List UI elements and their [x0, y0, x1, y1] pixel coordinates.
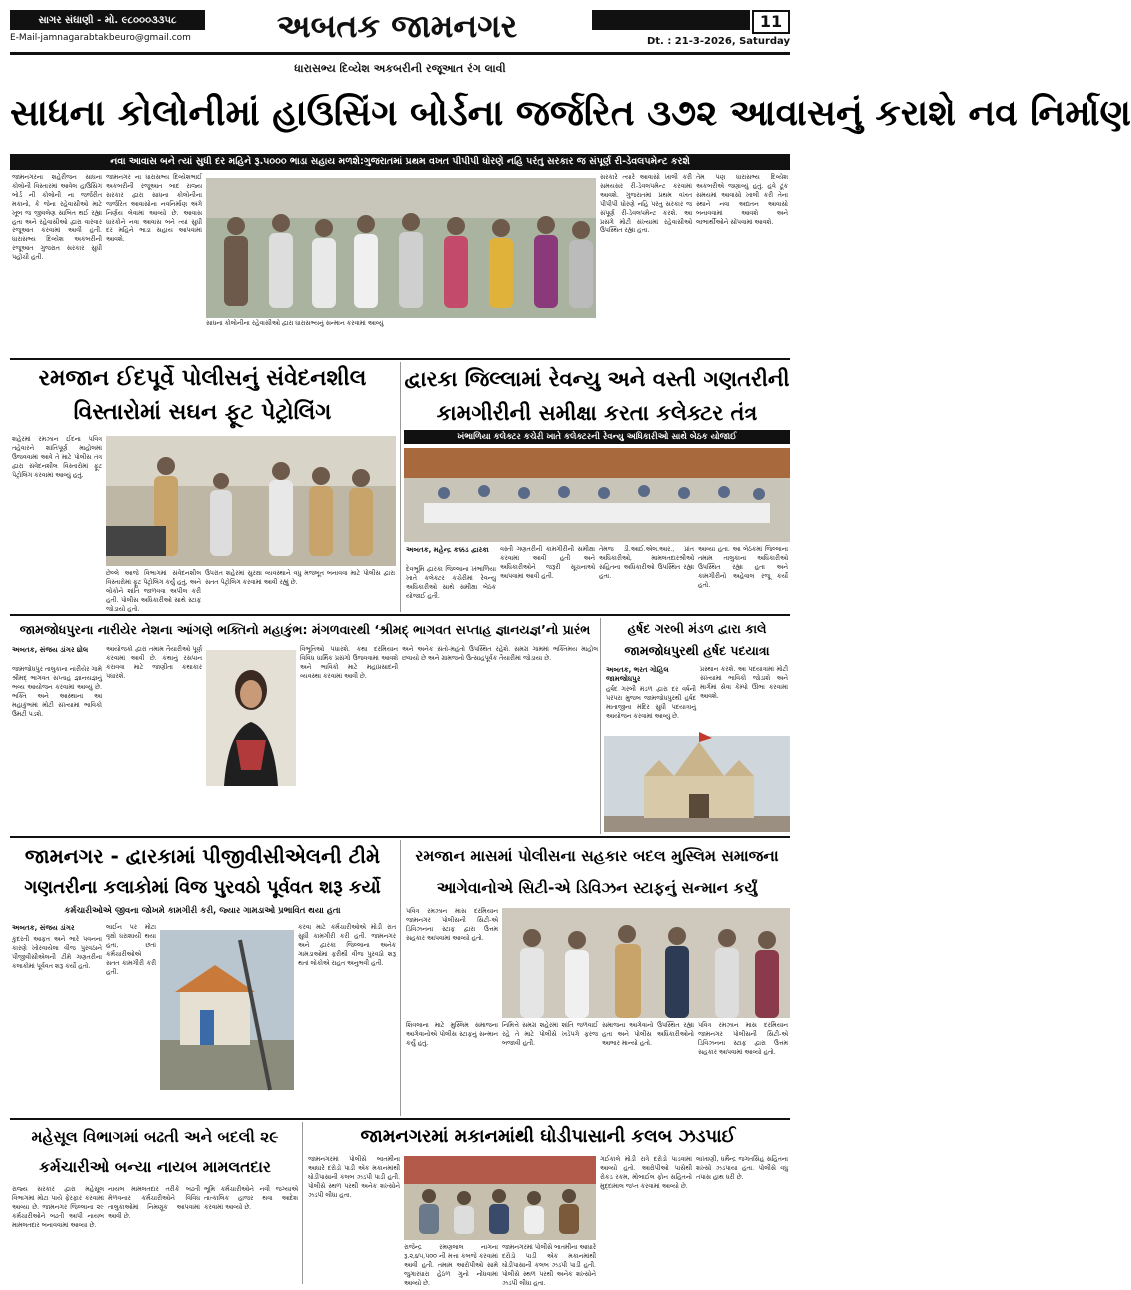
story7-column-2: શિવલાના માટે મુસ્લિમ સમાજના આગેવાનોએ પોલીસ સ્ટાફનું સન્માન કર્યું હતું. [406, 1022, 498, 1047]
story3-headline-line1: દ્વારકા જિલ્લામાં રેવન્યુ અને વસ્તી ગણતરીની [404, 367, 790, 391]
column-divider [600, 618, 601, 834]
story9-headline: જામનગરમાં મકાનમાંથી ઘોડીપાસાની કલબ ઝડપાઈ [360, 1126, 736, 1147]
masthead-rule [10, 52, 790, 55]
story7-column-1: પવિત્ર રમઝાન માસ દરમિયાન જામનગર પોલીસની સિટી-એ ડિવિઝનના સ્ટાફ દ્વારા ઉત્તમ સહકાર આપવામાં આવ્યો હતો. [406, 908, 498, 942]
story9-photo-image [404, 1156, 596, 1240]
story2-headline-line1: રમજાન ઈદપૂર્વે પોલીસનું સંવેદનશીલ [38, 366, 367, 391]
story6-subhead: કર્મચારીઓએ જીવના જોખમે કામગીરી કરી, જ્યાર ગામડાઓ પ્રભાવિત થયા હતા [64, 906, 341, 916]
story6-headline-line1: જામનગર - દ્વારકામાં પીજીવીસીએલની ટીમે [24, 844, 381, 868]
issue-date: Dt. : 21-3-2026, Saturday [646, 36, 790, 47]
divider [10, 614, 790, 616]
story2-photo [106, 436, 396, 566]
story3-column-3: તેમજ ડી.આઈ.એલ.આર., પ્રાંત અધિકારીઓ, મામલતદારશ્રીઓ સહિતના અધિકારીઓ ઉપસ્થિત રહ્યા હતા. [599, 546, 694, 580]
story1-column-3: સરકારે ત્યારે આવાસો ખાલી કરી સમયસર રી-ડેવલપમેન્ટ કરવામાં આવશે. ગુજરાતમાં પ્રથમ વખત પીપીપી ધોરણે નહિ પરંતુ સરકાર જ સંપૂર્ણ રી-ડેવલપમેન્ટ કરશે. આ પ્રસંગે મોટી સંખ્યામાં રહેવાસીઓ ઉપસ્થિત રહ્યા હતા. [600, 174, 692, 235]
story8-column-1: રાજ્ય સરકાર દ્વારા મહેસૂલ વિભાગમાં મોટા પાયે ફેરફાર કરવામાં આવ્યા છે. જામનગર જિલ્લાના ૨૯ કર્મચારીઓને બઢતી આપી નાયબ મામલતદાર બનાવવામાં આવ્યા છે. [12, 1186, 104, 1229]
story8-column-3: ભૂમિ કર્મચારીઓને નવી જગ્યાએ તાત્કાલિક હાજર થવા આદેશ કરવામાં આવ્યો છે. [204, 1186, 298, 1211]
story3-column-1: દેવભૂમિ દ્વારકા જિલ્લાના ખંભાળિયા ખાતે કલેક્ટર કચેરીમાં રેવન્યુ અધિકારીઓ સાથે સમીક્ષા બેઠક યોજાઈ હતી. [406, 566, 496, 600]
story5-headline-line1: હર્ષદ ગરબી મંડળ દ્વારા કાલે [627, 621, 767, 636]
story7-headline-line2: આગેવાનોએ સિટી-એ ડિવિઝન સ્ટાફનું સન્માન કર્યું [436, 879, 758, 897]
story8-headline-line2: કર્મચારીઓ બન્યા નાયબ મામલતદાર [39, 1158, 271, 1176]
divider [10, 836, 790, 838]
story4-photo [206, 650, 296, 786]
story2-column-2: છેલ્લે આજે વિભાગમાં સંવેદનશીલ વિસ્તારોમાં ફૂટ પેટ્રોલિંગ કર્યું હતું, અને લોકોને શાંતિ જાળવવા અપીલ કરી હતી. પોલીસ અધિકારીઓ સાથે સ્ટાફ જોડાયો હતો. [106, 570, 201, 613]
story2-headline-line2: વિસ્તારોમાં સઘન ફૂટ પેટ્રોલિંગ [73, 400, 332, 425]
story6-photo-image [160, 930, 294, 1090]
story6-column-2: લાઈન પર મોટા વૃક્ષો ધરાશાયી થયા હતા, છતાં કર્મચારીઓએ સતત કામગીરી કરી હતી. [106, 924, 156, 976]
story5-byline: અબતક, ભરત ગોહિલ જામજોધપુર [606, 666, 669, 683]
column-divider [302, 1122, 303, 1284]
story1-column-4: તેમ પણ ધારાસભ્ય દિવ્યેશ અકબરીએ જણાવ્યું હતું. હવે ટૂંક સમયમાં આવાસો ખાલી કરી તેના સ્થાને નવા અદ્યતન આવાસો બનાવવામાં આવશે અને લાભાર્થીઓને સોંપવામાં આવશે. [696, 174, 788, 226]
story9-column-4: લાખાણી, ધર્મેન્દ્ર જગતસિંહ સહિતના શખ્સો ઝડપાયા હતા. પોલીસે વધુ તપાસ હાથ ધરી છે. [696, 1156, 788, 1181]
story4-byline: અબતક, સંજય ડાંગર ધ્રોલ [12, 646, 89, 654]
story5-column-1: હર્ષદ ગરબી મંડળ દ્વારા દર વર્ષની પરંપરા મુજબ જામજોધપુરથી હર્ષદ માતાજીના મંદિર સુધી પદયાત્રાનું આયોજન કરવામાં આવ્યું છે. [606, 686, 696, 720]
story8-headline-line1: મહેસૂલ વિભાગમાં બઢતી અને બદલી ૨૯ [31, 1128, 279, 1146]
story9-photo [404, 1156, 596, 1240]
story9-column-1: જામનગરમાં પોલીસે બાતમીના આધારે દરોડો પાડી એક મકાનમાંથી ઘોડીપાસાની કલબ ઝડપી પાડી હતી. પોલીસે સ્થળ પરથી અનેક શખ્સોને ઝડપી લીધા હતા. [308, 1156, 400, 1199]
story3-photo [404, 448, 790, 542]
story7-column-4: સમાજના આગેવાનો ઉપસ્થિત રહ્યા હતા અને પોલીસ અધિકારીઓનો આભાર માન્યો હતો. [602, 1022, 694, 1047]
story5-photo [604, 736, 790, 832]
story6-headline-line2: ગણતરીના કલાકોમાં વિજ પુરવઠો પૂર્વવત શરૂ કર્યો [24, 877, 381, 898]
story7-photo [502, 908, 790, 1018]
story3-headline-line2: કામગીરીની સમીક્ષા કરતા કલેક્ટર તંત્ર [436, 401, 758, 425]
divider [10, 1118, 790, 1120]
story1-photo-image [206, 178, 596, 318]
story2-column-3: ઉપરાંત શહેરમાં સુરક્ષા વ્યવસ્થાને વધુ મજબૂત બનાવવા માટે પોલીસ દ્વારા સતત પેટ્રોલિંગ કરવામાં આવી રહ્યું છે. [205, 570, 395, 586]
story6-photo [160, 930, 294, 1090]
story1-kicker: ધારાસભ્ય દિવ્યેશ અકબરીની રજૂઆત રંગ લાવી [294, 62, 506, 75]
story3-column-4: આવ્યા હતા. આ બેઠકમાં જિલ્લાના તમામ તાલુકાના અધિકારીઓ ઉપસ્થિત રહ્યા હતા અને કામગીરીનો અહેવાલ રજૂ કર્યો હતો. [698, 546, 788, 589]
story1-photo [206, 178, 596, 318]
story4-photo-image [206, 650, 296, 786]
story1-subhead: નવા આવાસ બને ત્યાં સુધી દર મહિને રૂ.૫૦૦૦ ભાડા સહાય મળશે:ગુજરાતમાં પ્રથમ વખત પીપીપી ધોરણે નહિ પરંતુ સરકાર જ સંપૂર્ણ રી-ડેવલપમેન્ટ કરશે [10, 154, 790, 170]
story4-column-2: આયોજકો દ્વારા તમામ તૈયારીઓ પૂર્ણ કરવામાં આવી છે. કથાનું રસપાન કરાવવા માટે જાણીતા કથાકાર પધારશે. [106, 646, 202, 680]
story1-column-2: જામનગર ના ધારાસભ્ય દિવ્યેશભાઈ અકબરીની રજૂઆત બાદ રાજ્ય સરકાર દ્વારા સાધના કોલોનીના જર્જરિત આવાસોના નવનિર્માણ અંગે નિર્ણય લેવામાં આવ્યો છે. આવાસ ધારકોને નવા આવાસ બને ત્યાં સુધી દર મહિને ભાડા સહાય આપવામાં આવશે. [106, 174, 202, 244]
masthead-email: E-Mail-jamnagarabtakbeuro@gmail.com [10, 33, 191, 43]
story7-headline-line1: રમજાન માસમાં પોલીસના સહકાર બદલ મુસ્લિમ સમાજના [415, 847, 779, 865]
story5-headline-line2: જામજોધપુરથી હર્ષદ પદયાત્રા [624, 643, 770, 658]
story4-column-1: જામજોધપુર તાલુકાના નારીયેર ગામે શ્રીમદ્ ભાગવત સપ્તાહ જ્ઞાનયજ્ઞનું ભવ્ય આયોજન કરવામાં આવ્યું છે. ભક્તિ અને આસ્થાના આ મહાકુંભમાં મોટી સંખ્યામાં ભાવિકો ઉમટી પડશે. [12, 666, 102, 718]
story4-column-3: વિભૂતિઓ પધારશે. કથા દરમિયાન વિવિધ ધાર્મિક પ્રસંગો ઉજવવામાં આવશે અને ભાવિકો માટે મહાપ્રસાદની વ્યવસ્થા કરવામાં આવી છે. [300, 646, 398, 680]
story9-column-2b: જામનગરમાં પોલીસે બાતમીના આધારે દરોડો પાડી એક મકાનમાંથી ઘોડીપાસાની કલબ ઝડપી પાડી હતી. પોલીસે સ્થળ પરથી અનેક શખ્સોને ઝડપી લીધા હતા. [502, 1244, 596, 1287]
story3-subhead: ખંભાળિયા કલેક્ટર કચેરી ખાતે કલેક્ટરની રેવન્યુ અધિકારીઓ સાથે બેઠક યોજાઈ [404, 430, 790, 444]
page-number: 11 [752, 10, 790, 34]
story9-column-2: રાજેન્દ્ર રમણલાલ નાગના રૂ.૨,૪૫,૫૦૦ ની મત્તા કબજે કરવામાં આવી હતી. તમામ આરોપીઓ સામે જુગારધારા હેઠળ ગુનો નોંધવામાં આવ્યો છે. [404, 1244, 498, 1287]
masthead-contact: સાગર સંઘાણી - મો. ૯૮૦૦૦૩૩૫૮ [10, 10, 205, 30]
story1-column-1: જામનગરના શહેરીજન સાધના કોલોની વિસ્તારમાં આવેલ હાઉસિંગ બોર્ડ ની કોલોની ના જર્જરીત મકાનો, કે જેના રહેવાસીઓ માટે ખૂબ જ જીવલેણ સાબિત થઈ રહ્યા હતા અને રહેવાસીઓ દ્વારા વારંવાર રજૂઆત કરવામાં આવી હતી. ધારાસભ્ય દિવ્યેશ અકબરીની રજૂઆત ગુજરાત સરકાર સુધી પહોંચી હતી. [12, 174, 102, 262]
story6-byline: અબતક, સંજય ડાંગર [12, 924, 75, 932]
story4-column-4: અને અનેક સંતો-મહંતો ઉપસ્થિત રહેશે. સમગ્ર ગામમાં ભક્તિમય માહોલ છવાયો છે અને ગ્રામજનો ઉત્સાહપૂર્વક તૈયારીમાં જોડાયા છે. [402, 646, 598, 662]
story9-column-3: ગઈકાલે મોડી રાત્રે દરોડો પાડવામાં આવ્યો હતો. આરોપીઓ પાસેથી રોકડ રકમ, મોબાઈલ ફોન સહિતનો મુદ્દામાલ જપ્ત કરવામાં આવ્યો છે. [600, 1156, 692, 1190]
story7-photo-image [502, 908, 790, 1018]
story3-byline: અબતક, મહેન્દ્ર કક્કડ દ્વારકા [406, 546, 489, 554]
story7-column-3: નિમિત્તે સમગ્ર શહેરમાં શાંતિ જળવાઈ રહે તે માટે પોલીસે ખડેપગે ફરજ બજાવી હતી. [502, 1022, 598, 1047]
story2-column-1: શહેરમાં રમઝાન ઈદના પવિત્ર તહેવારને શાંતિપૂર્ણ માહોલમાં ઉજવવામાં આવે તે માટે પોલીસ તંત્ર દ્વારા સંવેદનશીલ વિસ્તારોમાં ફૂટ પેટ્રોલિંગ કરવામાં આવ્યું હતું. [12, 436, 102, 479]
column-divider [400, 362, 401, 612]
divider [10, 358, 790, 360]
masthead-right-bar [592, 10, 750, 30]
story5-column-2: પ્રસ્થાન કરશે. આ પદયાત્રામાં મોટી સંખ્યામાં ભાવિકો જોડાશે અને માર્ગમાં સેવા કેમ્પો ઊભા કરવામાં આવશે. [700, 666, 788, 700]
story4-headline: જામજોધપુરના નારીયેર નેશના આંગણે ભક્તિનો મહાકુંભ: મંગળવારથી ‘શ્રીમદ્ ભાગવત સપ્તાહ જ્ઞાનયજ્ઞ’નો પ્રારંભ [19, 622, 591, 637]
story5-temple-image [604, 736, 790, 832]
story1-headline: સાધના કોલોનીમાં હાઉસિંગ બોર્ડના જર્જરિત ૩૭૨ આવાસનું કરાશે નવ નિર્માણ [10, 93, 1131, 134]
story1-photo-caption: સાધના કોલોનીના રહેવાસીઓ દ્વારા ધારાસભ્યનું સન્માન કરવામાં આવ્યું [206, 320, 384, 327]
story6-column-3: કરવા માટે કર્મચારીઓએ મોડી રાત સુધી કામગીરી કરી હતી. જામનગર અને દ્વારકા જિલ્લાના અનેક ગામડાઓમાં ફરીથી વીજ પુરવઠો શરૂ થતાં લોકોએ રાહત અનુભવી હતી. [298, 924, 396, 967]
story8-column-2: નાયબ મામલતદાર તરીકે બઢતી મેળવનાર કર્મચારીઓને વિવિધ તાલુકાઓમાં નિમણૂક આપવામાં આવી છે. [108, 1186, 200, 1220]
story2-photo-image [106, 436, 396, 566]
story7-column-5: પવિત્ર રમઝાન માસ દરમિયાન જામનગર પોલીસની સિટી-એ ડિવિઝનના સ્ટાફ દ્વારા ઉત્તમ સહકાર આપવામાં આવ્યો હતો. [698, 1022, 788, 1056]
story3-column-2: વસ્તી ગણતરીની કામગીરીની સમીક્ષા કરવામાં આવી હતી અને અધિકારીઓને જરૂરી સૂચનાઓ આપવામાં આવી હતી. [500, 546, 595, 580]
masthead-title: અબતક જામનગર [276, 7, 518, 45]
story3-photo-image [404, 448, 790, 542]
column-divider [400, 840, 401, 1116]
story6-column-1: કુદરતી આફત અને ભારે પવનના કારણે ખોરવાયેલા વીજ પુરવઠાને પીજીવીસીએલની ટીમે ગણતરીના કલાકોમાં પૂર્વવત શરૂ કર્યો હતો. [12, 936, 102, 970]
